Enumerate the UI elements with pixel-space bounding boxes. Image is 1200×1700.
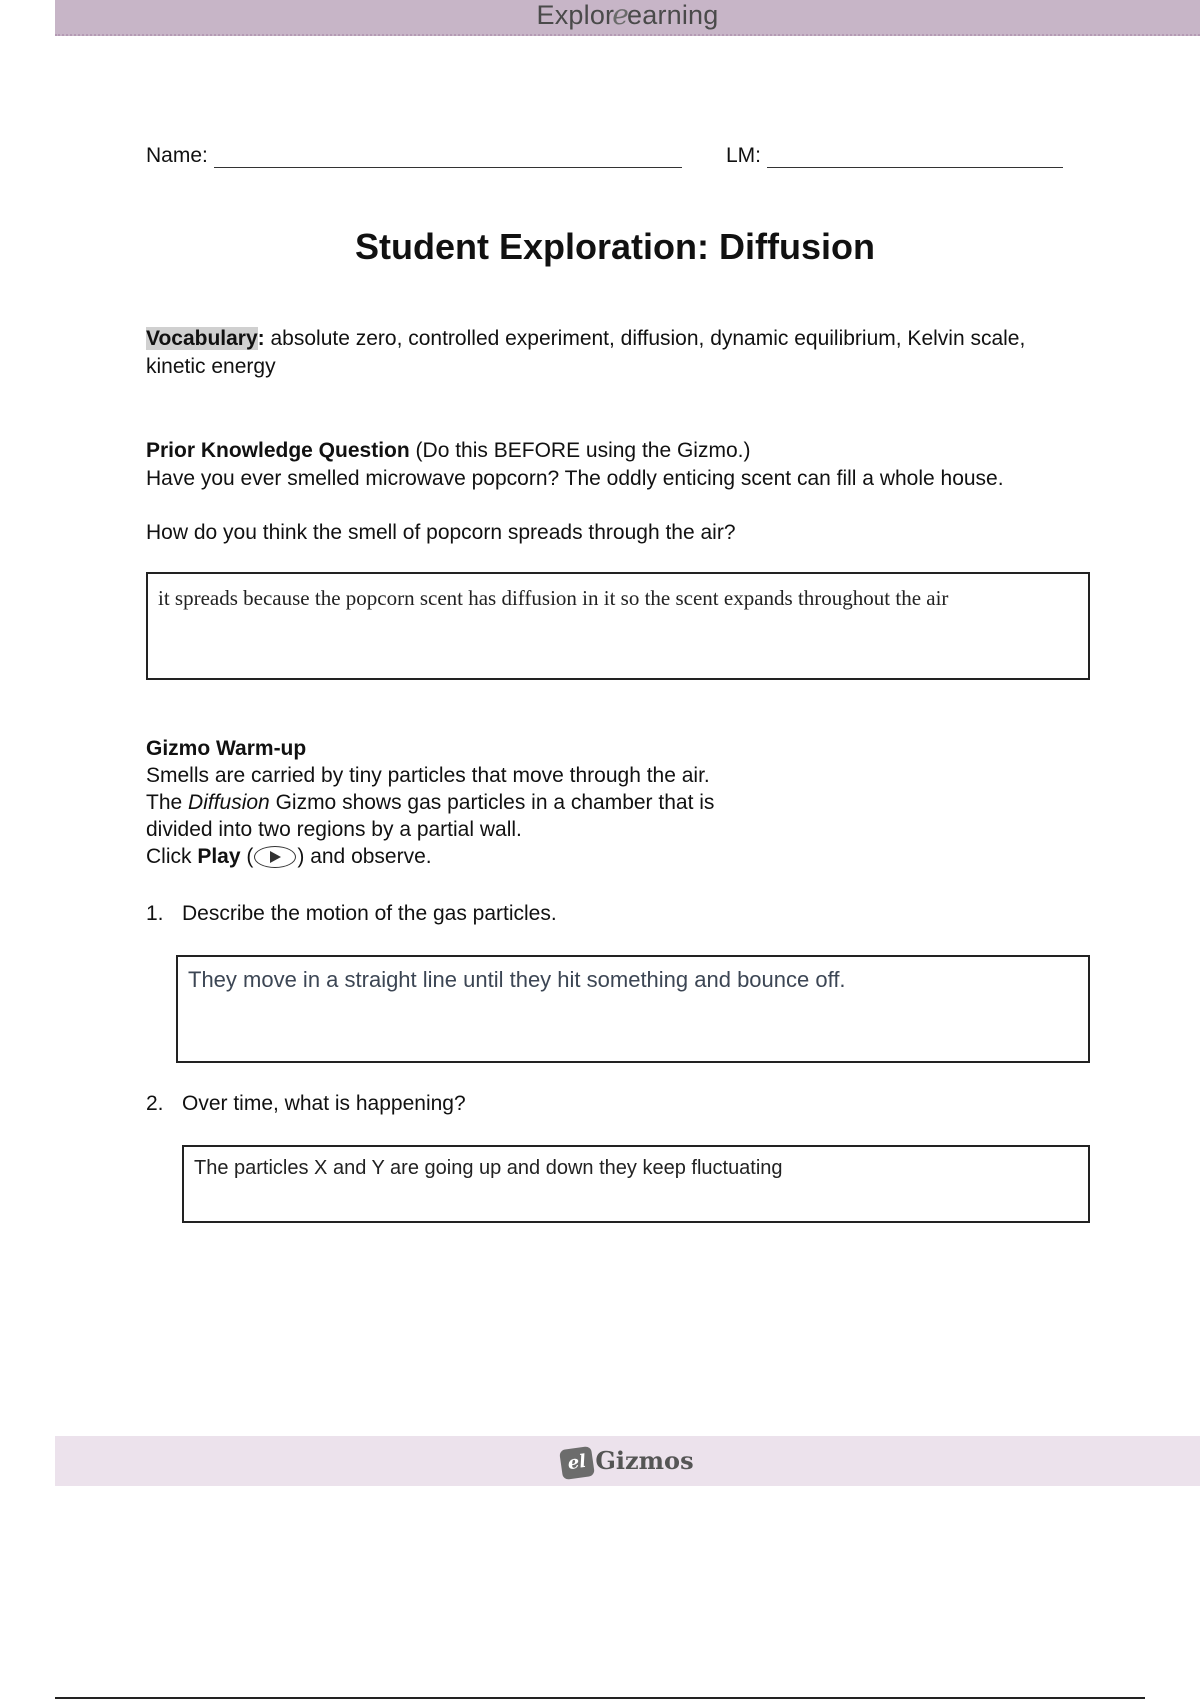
play-label: Play <box>197 845 241 868</box>
question-1 <box>146 900 557 928</box>
logo-text-part2: earning <box>627 0 719 30</box>
prior-knowledge-text: Have you ever smelled microwave popcorn? The oddly enticing scent can fill a whole house. <box>146 467 1004 490</box>
explorelearning-logo <box>537 0 719 30</box>
warmup-heading: Gizmo Warm-up <box>146 737 307 760</box>
name-label: Name: <box>146 144 208 167</box>
question-2-answer-box[interactable] <box>182 1145 1090 1223</box>
prior-knowledge-question: How do you think the smell of popcorn spreads through the air? <box>146 521 736 544</box>
prior-knowledge-answer-box[interactable] <box>146 572 1090 680</box>
question-1-answer-box[interactable] <box>176 955 1090 1063</box>
header-band <box>55 0 1200 36</box>
prior-knowledge-heading: Prior Knowledge Question <box>146 439 410 462</box>
student-info-row <box>146 144 1066 168</box>
warmup-gizmo-name: Diffusion <box>188 791 270 814</box>
open-paren: ( <box>240 845 254 868</box>
warmup-text-part1: Smells are carried by tiny particles that move through the air. The <box>146 764 710 814</box>
vocabulary-colon: : <box>257 327 265 350</box>
click-prefix: Click <box>146 845 198 868</box>
close-suffix: ) and observe. <box>297 845 432 868</box>
vocabulary-section <box>146 325 1086 381</box>
prior-knowledge-heading-line <box>146 437 1096 465</box>
warmup-text-part2: Gizmo shows gas particles in a chamber that is divided into two regions by a partial wall. <box>146 791 715 841</box>
gizmos-mark-icon: el <box>559 1445 595 1479</box>
prior-knowledge-note: (Do this BEFORE using the Gizmo.) <box>409 439 751 462</box>
question-text: Over time, what is happening? <box>182 1092 466 1115</box>
name-field[interactable] <box>214 145 682 168</box>
play-icon <box>254 846 296 868</box>
warmup-section <box>146 735 726 870</box>
lm-group <box>726 144 1063 168</box>
prior-knowledge-section <box>146 437 1096 493</box>
question-number: 1. <box>146 902 164 925</box>
footer-band <box>55 1436 1200 1486</box>
bottom-rule <box>55 1697 1145 1699</box>
warmup-instruction <box>146 843 726 870</box>
warmup-text <box>146 762 726 843</box>
lm-field[interactable] <box>767 145 1063 168</box>
question-1-answer: They move in a straight line until they hit something and bounce off. <box>188 967 846 992</box>
vocabulary-terms: absolute zero, controlled experiment, diffusion, dynamic equilibrium, Kelvin scale, kinetic energy <box>146 327 1026 378</box>
page-title: Student Exploration: Diffusion <box>355 226 875 267</box>
prior-knowledge-answer: it spreads because the popcorn scent has diffusion in it so the scent expands throughout the air <box>158 586 949 610</box>
lm-label: LM: <box>726 144 762 167</box>
gizmos-logo-text: Gizmos <box>595 1446 694 1475</box>
question-2 <box>146 1090 466 1118</box>
gizmos-logo <box>561 1446 693 1478</box>
logo-text-part1: Explor <box>536 0 615 30</box>
question-number: 2. <box>146 1092 164 1115</box>
vocabulary-label: Vocabulary <box>146 327 258 350</box>
question-text: Describe the motion of the gas particles. <box>182 902 557 925</box>
logo-swirl-mark: e <box>612 0 630 31</box>
question-2-answer: The particles X and Y are going up and down they keep fluctuating <box>194 1157 783 1179</box>
